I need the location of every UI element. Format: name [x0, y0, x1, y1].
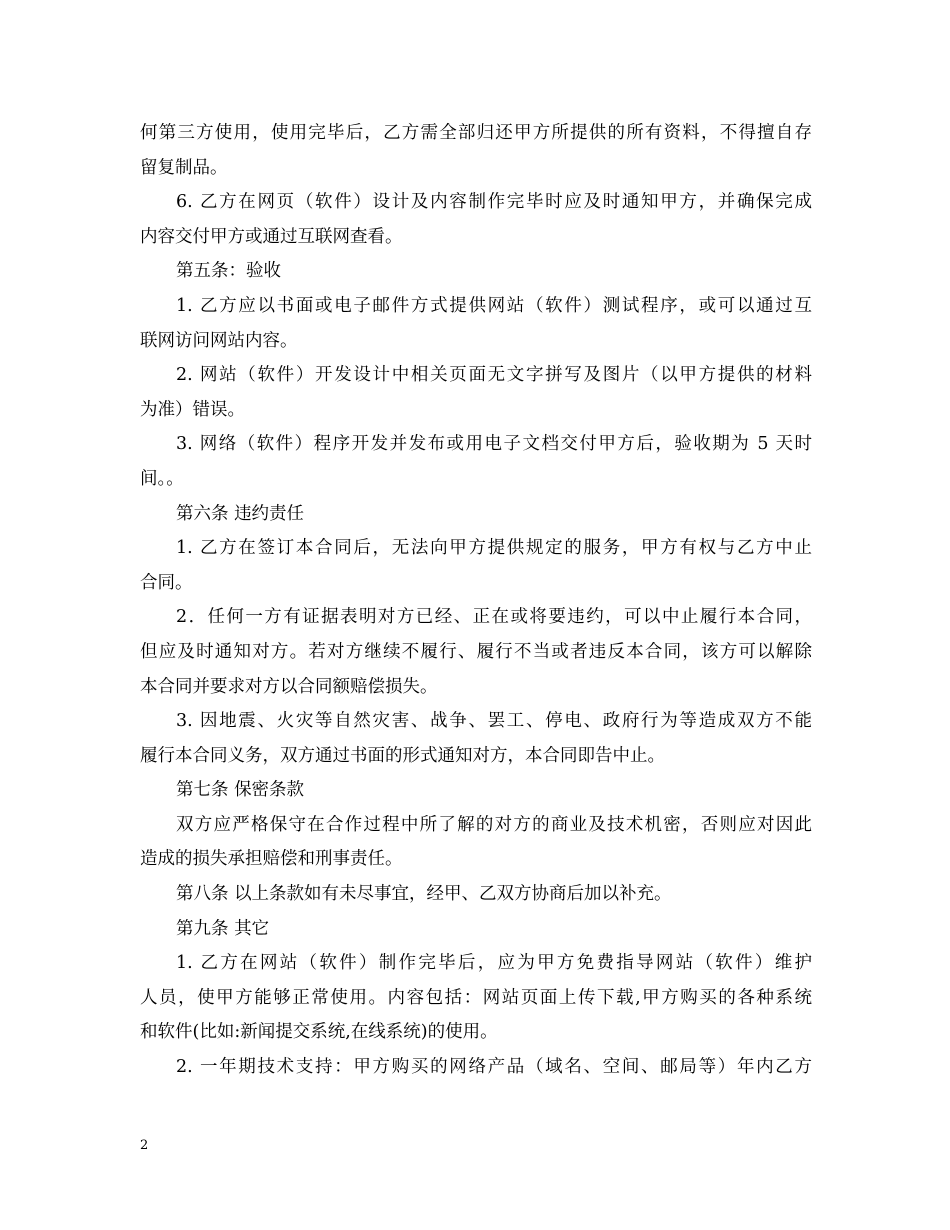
paragraph-line: 何第三方使用，使用完毕后，乙方需全部归还甲方所提供的所有资料，不得擅自存: [140, 123, 812, 143]
paragraph-line: 3. 因地震、火灾等自然灾害、战争、罢工、停电、政府行为等造成双方不能: [176, 711, 812, 732]
paragraph-line: 双方应严格保守在合作过程中所了解的对方的商业及技术机密，否则应对因此: [176, 814, 812, 835]
paragraph-line: 联网访问网站内容。: [140, 330, 298, 351]
paragraph-line: 2. 一年期技术支持：甲方购买的网络产品（域名、空间、邮局等）年内乙方: [176, 1057, 812, 1078]
section-heading: 第六条 违约责任: [176, 503, 305, 524]
paragraph-line: 3. 网络（软件）程序开发并发布或用电子文档交付甲方后，验收期为 5 天时: [176, 434, 812, 455]
paragraph-line: 留复制品。: [140, 157, 228, 178]
paragraph-line: 造成的损失承担赔偿和刑事责任。: [140, 849, 403, 870]
section-heading: 第八条 以上条款如有未尽事宜，经甲、乙双方协商后加以补充。: [176, 884, 672, 905]
paragraph-line: 和软件(比如:新闻提交系统,在线系统)的使用。: [140, 1022, 498, 1043]
paragraph-line: 6. 乙方在网页（软件）设计及内容制作完毕时应及时通知甲方，并确保完成: [176, 192, 812, 213]
paragraph-line: 人员，使甲方能够正常使用。内容包括：网站页面上传下载,甲方购买的各种系统: [140, 987, 812, 1008]
paragraph-line: 间。。: [140, 468, 184, 489]
section-heading: 第九条 其它: [176, 918, 270, 939]
paragraph-line: 合同。: [140, 572, 193, 593]
section-heading: 第五条：验收: [176, 261, 281, 282]
section-heading: 第七条 保密条款: [176, 780, 305, 801]
page-number: 2: [140, 1138, 149, 1153]
paragraph-line: 1. 乙方应以书面或电子邮件方式提供网站（软件）测试程序，或可以通过互: [176, 295, 812, 316]
paragraph-line: 为准）错误。: [140, 399, 245, 420]
paragraph-line: 2．任何一方有证据表明对方已经、正在或将要违约，可以中止履行本合同，: [176, 607, 812, 628]
paragraph-line: 2. 网站（软件）开发设计中相关页面无文字拼写及图片（以甲方提供的材料: [176, 365, 812, 386]
paragraph-line: 内容交付甲方或通过互联网查看。: [140, 226, 403, 247]
paragraph-line: 履行本合同义务，双方通过书面的形式通知对方，本合同即告中止。: [140, 745, 665, 766]
paragraph-line: 1. 乙方在签订本合同后，无法向甲方提供规定的服务，甲方有权与乙方中止: [176, 538, 812, 559]
paragraph-line: 1. 乙方在网站（软件）制作完毕后，应为甲方免费指导网站（软件）维护: [176, 953, 812, 974]
paragraph-line: 但应及时通知对方。若对方继续不履行、履行不当或者违反本合同，该方可以解除: [140, 641, 812, 662]
paragraph-line: 本合同并要求对方以合同额赔偿损失。: [140, 676, 438, 697]
document-body: [140, 116, 812, 1085]
